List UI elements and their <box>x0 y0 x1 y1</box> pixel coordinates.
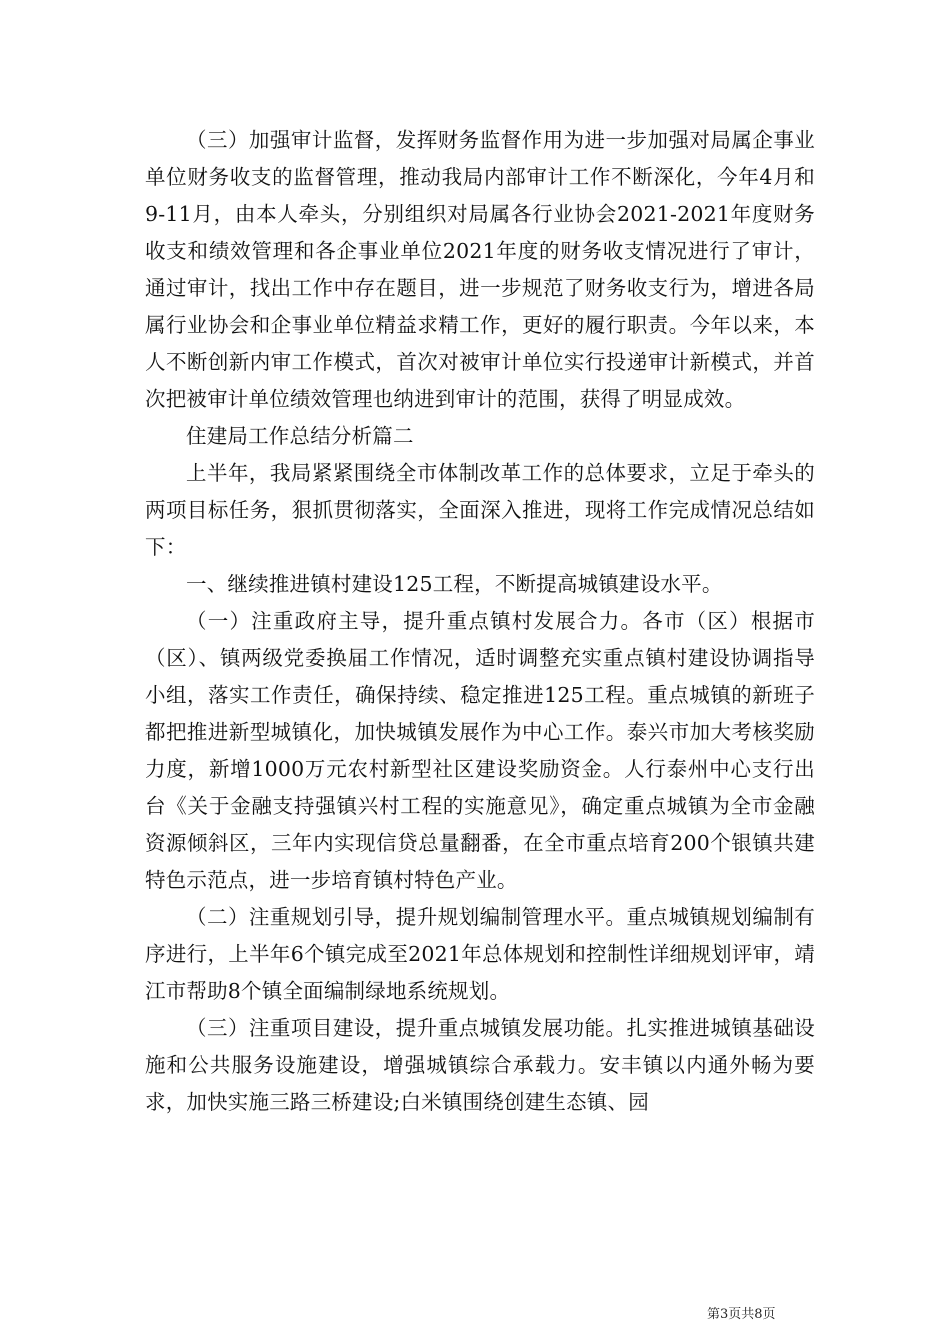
page-number: 第3页共8页 <box>707 1307 776 1322</box>
paragraph-intro: 上半年，我局紧紧围绕全市体制改革工作的总体要求，立足于牵头的两项目标任务，狠抓贯彻落实，全面深入推进，现将工作完成情况总结如下： <box>145 461 815 559</box>
paragraph-point-one: 一、继续推进镇村建设125工程，不断提高城镇建设水平。 <box>186 572 723 596</box>
paragraph-government-lead: （一）注重政府主导，提升重点镇村发展合力。各市（区）根据市（区）、镇两级党委换届工作情况，适时调整充实重点镇村建设协调指导小组，落实工作责任，确保持续、稳定推进125工程。重点城镇的新班子都把推进新型城镇化，加快城镇发展作为中心工作。泰兴市加大考核奖励力度，新增1000万元农村新型社区建设奖励资金。人行泰州中心支行出台《关于金融支持强镇兴村工程的实施意见》，确定重点城镇为全市金融资源倾斜区，三年内实现信贷总量翻番，在全市重点培育200个银镇共建特色示范点，进一步培育镇村特色产业。 <box>145 609 815 892</box>
document-body <box>145 122 815 1121</box>
paragraph-project-construction: （三）注重项目建设，提升重点城镇发展功能。扎实推进城镇基础设施和公共服务设施建设，增强城镇综合承载力。安丰镇以内通外畅为要求，加快实施三路三桥建设;白米镇围绕创建生态镇、园 <box>145 1016 815 1114</box>
paragraph-planning-guide: （二）注重规划引导，提升规划编制管理水平。重点城镇规划编制有序进行，上半年6个镇完成至2021年总体规划和控制性详细规划评审，靖江市帮助8个镇全面编制绿地系统规划。 <box>145 905 815 1003</box>
paragraph-audit-supervision: （三）加强审计监督，发挥财务监督作用为进一步加强对局属企事业单位财务收支的监督管理，推动我局内部审计工作不断深化，今年4月和9-11月，由本人牵头，分别组织对局属各行业协会2021-2021年度财务收支和绩效管理和各企事业单位2021年度的财务收支情况进行了审计，通过审计，找出工作中存在题目，进一步规范了财务收支行为，增进各局属行业协会和企事业单位精益求精工作，更好的履行职责。今年以来，本人不断创新内审工作模式，首次对被审计单位实行投递审计新模式，并首次把被审计单位绩效管理也纳进到审计的范围，获得了明显成效。 <box>145 128 815 411</box>
section-heading: 住建局工作总结分析篇二 <box>186 424 414 448</box>
